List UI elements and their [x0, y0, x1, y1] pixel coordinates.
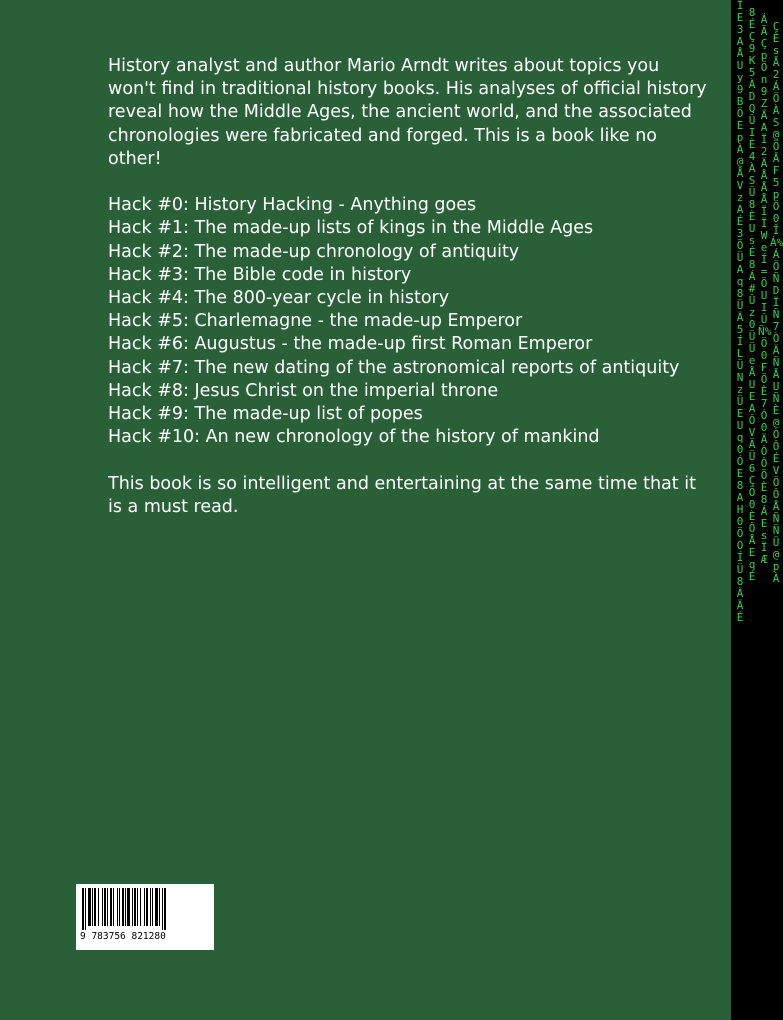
barcode-bar	[102, 888, 103, 926]
barcode-bar	[92, 888, 93, 926]
hack-item: Hack #1: The made-up lists of kings in the Middle Ages	[108, 218, 594, 239]
barcode-bar	[98, 888, 99, 926]
barcode-bar	[85, 888, 86, 930]
barcode-bar	[104, 888, 106, 926]
matrix-code-column: ÇÈsÅ2ÁÖÀS@ÖÂF5pÖ0ÎÁ%ÁÖÑDÏÑ7ÒÄÑÅUÑÈ@ÒÔÉVÖÔÅÑÑÜ@pÀ	[770, 20, 783, 585]
barcode-bar	[127, 888, 130, 926]
barcode-bar	[113, 888, 114, 926]
hack-item: Hack #2: The made-up chronology of antiquity	[108, 241, 520, 262]
barcode-bar	[159, 888, 160, 926]
matrix-code-column: ÏE3AÅUy9BÖEpÀ@ÅVzAÉ3ÕÜAq8ÜÄ5ÍLÜNzÜEUq0ÓE8AH0ÖOÍÜ8ÀÄÉ	[736, 0, 744, 624]
hack-item: Hack #4: The 800-year cycle in history	[108, 288, 450, 309]
barcode-bar	[137, 888, 138, 926]
barcode-bar	[125, 888, 126, 926]
cover-text	[108, 55, 708, 519]
hack-item: Hack #3: The Bible code in history	[108, 264, 412, 285]
barcode-bar	[94, 888, 96, 926]
barcode-bar	[117, 888, 118, 926]
barcode-bar	[134, 888, 136, 926]
hack-item: Hack #10: An new chronology of the history of mankind	[108, 427, 600, 448]
barcode-bar	[122, 888, 124, 926]
barcode-bar	[82, 888, 84, 930]
hack-item: Hack #9: The made-up list of popes	[108, 404, 423, 425]
hack-item: Hack #7: The new dating of the astronomical reports of antiquity	[108, 357, 680, 378]
barcode-bar	[88, 888, 91, 926]
barcode-bar	[162, 888, 163, 930]
hack-item: Hack #8: Jesus Christ on the imperial throne	[108, 380, 499, 401]
isbn-barcode	[76, 884, 214, 950]
blurb-paragraph: History analyst and author Mario Arndt writes about topics you won't find in traditional history books. His analyses of official history reveal how the Middle Ages, the ancient world, and the associated chronologies were fabricated and forged. This is a book like no other!	[108, 56, 707, 169]
matrix-code-column: ÁÃÇpÖn9ZÄAÏ2ÄÅÅÅÏÏWeÍ=ÖUIÛÑ%Ö0FÖÈ7Ó0ÄÒÔÕÈ8ÁEsÏÆ	[758, 13, 772, 566]
hack-item: Hack #0: History Hacking - Anything goes	[108, 195, 477, 216]
barcode-bar	[144, 888, 145, 926]
barcode-bars-icon	[82, 888, 208, 930]
isbn-number: 9 783756 821280	[80, 931, 166, 942]
barcode-bar	[155, 888, 158, 926]
barcode-bar	[146, 888, 148, 926]
hack-item: Hack #6: Augustus - the made-up first Roman Emperor	[108, 334, 593, 355]
barcode-bar	[107, 888, 108, 926]
closing-paragraph: This book is so intelligent and entertaining at the same time that it is a must read.	[108, 473, 696, 517]
matrix-code-strip	[731, 0, 783, 1020]
barcode-bar	[140, 888, 141, 926]
barcode-bar	[119, 888, 120, 926]
barcode-bar	[110, 888, 112, 926]
hack-item: Hack #5: Charlemagne - the made-up Emperor	[108, 311, 523, 332]
barcode-bar	[164, 888, 166, 930]
barcode-bar	[152, 888, 153, 926]
barcode-bar	[132, 888, 133, 926]
barcode-bar	[150, 888, 151, 926]
matrix-code-column: 8ÉÇ9K5ÀDQÛIÈ4ÀSÜ8ÈUsÉ8Á#Ûz0ÜÜeÅUEAÔVÃÜ6ÇÖ0ÈÔÅEqÉ	[748, 6, 756, 583]
hack-list	[108, 194, 708, 449]
